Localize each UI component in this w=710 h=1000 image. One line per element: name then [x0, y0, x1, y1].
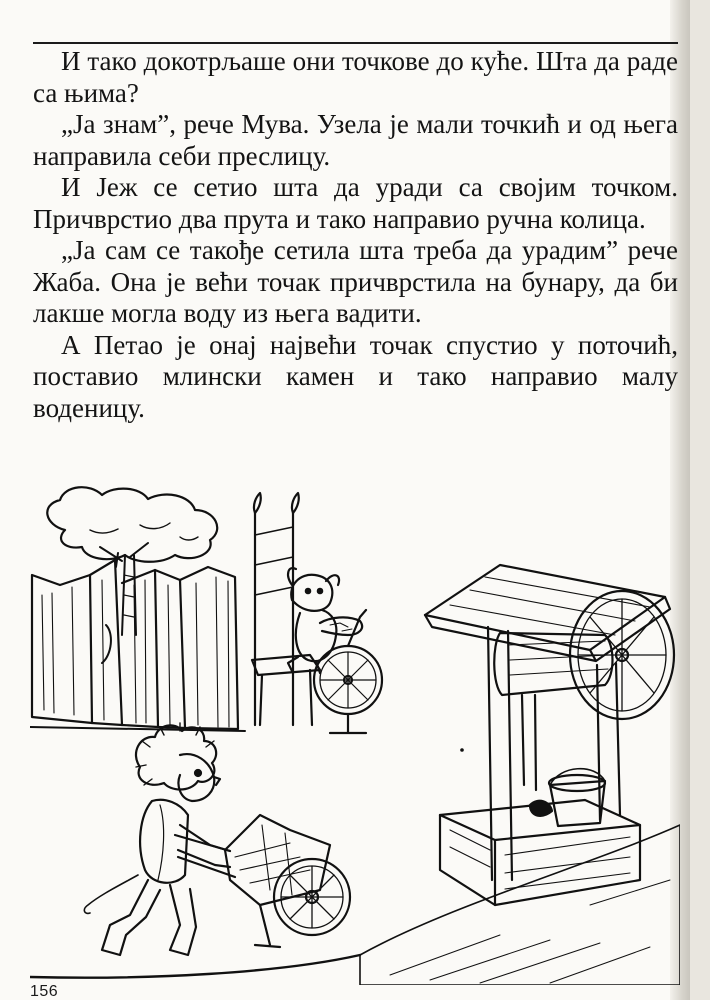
paragraph-3: И Јеж се сетио шта да уради са својим точком. Причврстио два прута и тако направио ручна колица.: [33, 172, 678, 234]
illustration: [30, 485, 680, 985]
paragraph-5: А Петао је онај највећи точак спустио у поточић, поставио млински камен и тако направио малу воденицу.: [33, 329, 678, 423]
page-number: 156: [30, 983, 59, 1000]
paragraph-2: „Ја знам”, рече Мува. Узела је мали точкић и од њега направила себи преслицу.: [33, 109, 678, 171]
fence-icon: [30, 560, 245, 731]
hedgehog-icon: [84, 723, 230, 955]
top-rule: [33, 42, 678, 44]
paragraph-4: „Ја сам се такође сетила шта треба да урадим” рече Жаба. Она је већи точак причврстила на бунару, да би лакше могла воду из њега вадити.: [33, 235, 678, 328]
ground-line: [30, 748, 464, 977]
story-text: [33, 46, 678, 424]
paragraph-1: И тако докотрљаше они точкове до куће. Шта да раде са њима?: [33, 46, 678, 108]
well-icon: [360, 565, 680, 985]
bucket-icon: [530, 769, 605, 826]
mouse-icon: [288, 568, 362, 673]
wheelbarrow-icon: [175, 815, 350, 947]
spinning-wheel-icon: [252, 493, 382, 733]
